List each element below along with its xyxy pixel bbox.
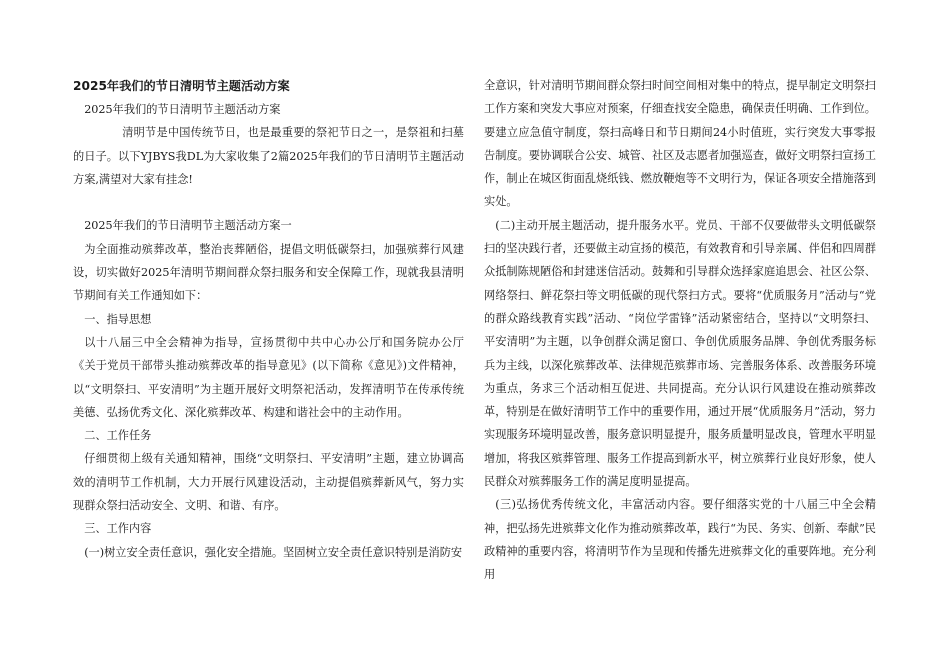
right-column-body [484, 74, 876, 587]
paragraph: 全意识，针对清明节期间群众祭扫时间空间相对集中的特点，提早制定文明祭扫工作方案和突发大事应对预案，仔细查找安全隐患，确保责任明确、工作到位。要建立应急值守制度，祭扫高峰日和节日期间24小时值班，实行突发大事零报告制度。要协调联合公安、城管、社区及志愿者加强巡查，做好文明祭扫宣扬工作，制止在城区街面乱烧纸钱、燃放鞭炮等不文明行为，保证各项安全措施落到实处。 [484, 79, 876, 209]
paragraph: 2025年我们的节日清明节主题活动方案 [84, 103, 281, 116]
paragraph: 仔细贯彻上级有关通知精神，围绕“文明祭扫、平安清明”主题，建立协调高效的清明节工作机制，大力开展行风建设活动，主动提倡殡葬新风气，努力实现群众祭扫活动安全、文明、和谐、有序。 [73, 452, 464, 513]
paragraph: (二)主动开展主题活动，提升服务水平。党员、干部不仅要做带头文明低碳祭扫的坚决践行者，还要做主动宣扬的模范，有效教育和引导亲属、伴侣和四周群众抵制陈规陋俗和封建迷信活动。鼓舞和引导群众选择家庭追思会、社区公祭、网络祭扫、鲜花祭扫等文明低碳的现代祭扫方式。要将“优质服务月”活动与“党的群众路线教育实践”活动、“岗位学雷锋”活动紧密结合，坚持以“文明祭扫、平安清明”为主题，以争创群众满足窗口、争创优质服务品牌、争创优秀服务标兵为主线，以深化殡葬改革、法律规范殡葬市场、完善服务体系、改善服务环境为重点，务求三个活动相互促进、共同提高。充分认识行风建设在推动殡葬改革，特别是在做好清明节工作中的重要作用，通过开展“优质服务月”活动，努力实现服务环境明显改善，服务意识明显提升，服务质量明显改良，管理水平明显增加，将我区殡葬管理、服务工作提高到新水平，树立殡葬行业良好形象，使人民群众对殡葬服务工作的满足度明显提高。 [484, 218, 876, 489]
paragraph: (一)树立安全责任意识，强化安全措施。坚固树立安全责任意识特别是消防安 [84, 545, 463, 559]
paragraph: 以十八届三中全会精神为指导，宣扬贯彻中共中心办公厅和国务院办公厅《关于党员干部带头推动殡葬改革的指导意见》(以下简称《意见》)文件精神，以“文明祭扫、平安清明”为主题开展好文明祭祀活动，发挥清明节在传承传统美德、弘扬优秀文化、深化殡葬改革、构建和谐社会中的主动作用。 [73, 335, 464, 419]
left-column [73, 74, 464, 564]
paragraph: 一、指导思想 [84, 312, 152, 326]
paragraph: 二、工作任务 [84, 429, 152, 443]
paragraph: 2025年我们的节日清明节主题活动方案一 [84, 219, 292, 233]
blank-line [73, 191, 464, 214]
paragraph: 三、工作内容 [84, 522, 152, 536]
paragraph: 为全面推动殡葬改革，整治丧葬陋俗，提倡文明低碳祭扫，加强殡葬行风建设，切实做好2025年清明节期间群众祭扫服务和安全保障工作，现就我县清明节期间有关工作通知如下： [73, 242, 464, 303]
left-column-body [73, 98, 464, 564]
right-column [484, 74, 876, 587]
paragraph: (三)弘扬优秀传统文化，丰富活动内容。要仔细落实党的十八届三中全会精神，把弘扬先进殡葬文化作为推动殡葬改革，践行“为民、务实、创新、奉献”民政精神的重要内容，将清明节作为呈现和传播先进殡葬文化的重要阵地。充分利用 [484, 498, 876, 582]
paragraph: 清明节是中国传统节日，也是最重要的祭祀节日之一，是祭祖和扫墓的日子。以下YJBYS我DL为大家收集了2篇2025年我们的节日清明节主题活动方案,满望对大家有挂念! [73, 126, 464, 186]
document-title: 2025年我们的节日清明节主题活动方案 [73, 79, 290, 93]
